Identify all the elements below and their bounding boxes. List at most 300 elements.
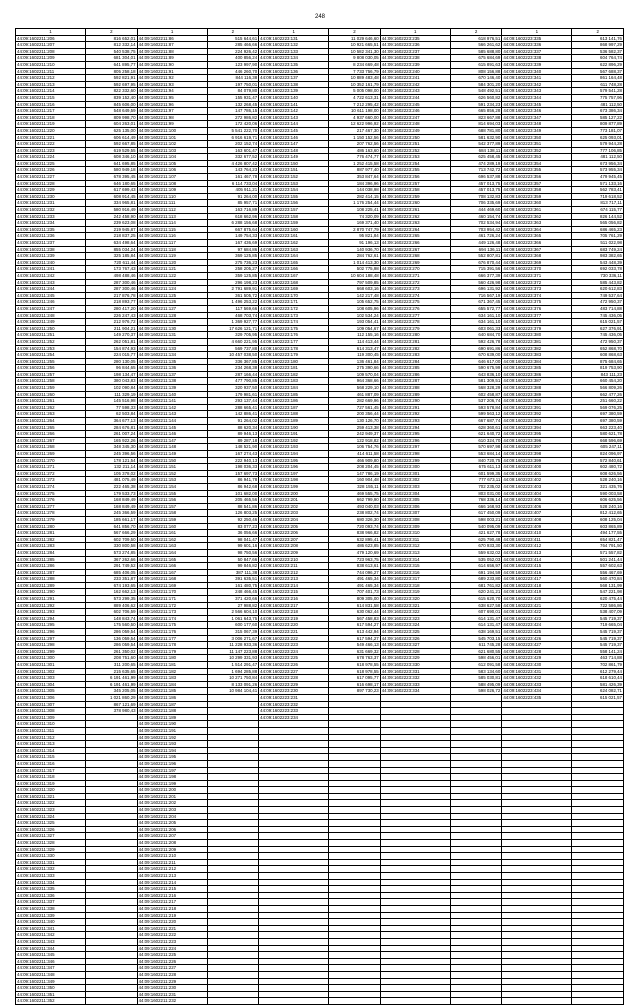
cadastral-value-cell: 457 013,75 [450, 180, 502, 187]
cadastral-number-cell: 44:09:1602211:293 [16, 609, 86, 616]
cadastral-value-cell [207, 892, 259, 899]
cadastral-number-cell: 44:09:1602223:232 [259, 701, 329, 708]
cadastral-value-cell [207, 886, 259, 893]
cadastral-number-cell: 44:09:1602211:217 [16, 108, 86, 115]
cadastral-number-cell: 44:09:1602223:403 [502, 483, 572, 490]
cadastral-number-cell: 44:09:1602211:280 [16, 523, 86, 530]
cadastral-value-cell: 167 436,69 [207, 240, 259, 247]
cadastral-number-cell [502, 905, 572, 912]
cadastral-number-cell: 44:09:1602211:245 [16, 292, 86, 299]
cadastral-value-cell [207, 800, 259, 807]
cadastral-number-cell: 44:09:1602211:255 [16, 358, 86, 365]
cadastral-value-cell: 109 570,04 [329, 371, 381, 378]
cadastral-value-cell: 611 745,28 [450, 642, 502, 649]
cadastral-value-cell: 10 352 161,79 [329, 81, 381, 88]
cadastral-number-cell: 44:09:1602223:328 [380, 648, 450, 655]
cadastral-value-cell: 98 750,56 [207, 549, 259, 556]
cadastral-value-cell: 764 791,50 [572, 543, 624, 550]
table-row [16, 952, 624, 959]
table-row [16, 615, 624, 622]
cadastral-number-cell: 44:09:1602211:256 [16, 365, 86, 372]
table-row [16, 101, 624, 108]
table-row [16, 760, 624, 767]
cadastral-value-cell: 662 799,90 [329, 497, 381, 504]
cadastral-value-cell: 77 598,33 [86, 404, 138, 411]
cadastral-number-cell: 44:09:1602211:285 [16, 556, 86, 563]
table-row [16, 477, 624, 484]
cadastral-value-cell: 179 981,61 [207, 391, 259, 398]
cadastral-value-cell [450, 998, 502, 1005]
cadastral-value-cell: 598 003,21 [450, 516, 502, 523]
cadastral-value-cell: 598 026,72 [450, 688, 502, 695]
table-row [16, 154, 624, 161]
cadastral-number-cell: 44:09:1602223:225 [259, 655, 329, 662]
cadastral-number-cell: 44:09:1602223:357 [502, 180, 572, 187]
cadastral-number-cell: 44:09:1602211:144 [137, 418, 207, 425]
cadastral-value-cell: 608 868,63 [572, 352, 624, 359]
cadastral-value-cell: 284 762,61 [329, 253, 381, 260]
cadastral-number-cell: 44:09:1602211:258 [16, 378, 86, 385]
cadastral-value-cell: 768 336,14 [450, 497, 502, 504]
cadastral-number-cell: 44:09:1602211:281 [16, 530, 86, 537]
cadastral-value-cell [329, 767, 381, 774]
cadastral-value-cell: 809 305,00 [329, 596, 381, 603]
cadastral-value-cell: 592 821,91 [86, 75, 138, 82]
cadastral-value-cell: 380 043,83 [86, 378, 138, 385]
cadastral-number-cell: 44:09:1602211:160 [137, 523, 207, 530]
cadastral-number-cell: 44:09:1602223:406 [502, 503, 572, 510]
cadastral-number-cell: 44:09:1602211:202 [137, 800, 207, 807]
table-row [16, 741, 624, 748]
cadastral-value-cell: 486 623,85 [329, 543, 381, 550]
cadastral-value-cell [450, 905, 502, 912]
cadastral-value-cell [450, 840, 502, 847]
cadastral-number-cell: 44:09:1602211:191 [137, 727, 207, 734]
cadastral-number-cell: 44:09:1602223:147 [259, 141, 329, 148]
cadastral-number-cell: 44:09:1602211:227 [16, 174, 86, 181]
cadastral-value-cell: 111 329,19 [86, 391, 138, 398]
cadastral-number-cell: 44:09:1602223:279 [380, 325, 450, 332]
cadastral-value-cell: 163 601,47 [207, 147, 259, 154]
cadastral-number-cell: 44:09:1602223:270 [380, 266, 450, 273]
cadastral-value-cell: 568 229,10 [329, 385, 381, 392]
cadastral-number-cell: 44:09:1602211:230 [16, 193, 86, 200]
cadastral-number-cell: 44:09:1602211:180 [137, 655, 207, 662]
cadastral-value-cell: 608 346,10 [86, 154, 138, 161]
cadastral-number-cell: 44:09:1602211:279 [16, 516, 86, 523]
cadastral-value-cell: 444 469,60 [450, 207, 502, 214]
cadastral-value-cell [329, 714, 381, 721]
cadastral-number-cell [380, 787, 450, 794]
table-row [16, 991, 624, 998]
cadastral-number-cell: 44:09:1602211:322 [16, 800, 86, 807]
table-row [16, 978, 624, 985]
cadastral-value-cell: 619 529,55 [86, 147, 138, 154]
cadastral-value-cell [86, 714, 138, 721]
cadastral-value-cell: 95 821,84 [329, 233, 381, 240]
cadastral-number-cell [502, 912, 572, 919]
cadastral-value-cell: 588 495,09 [450, 681, 502, 688]
cadastral-number-cell [502, 807, 572, 814]
cadastral-number-cell: 44:09:1602211:213 [16, 81, 86, 88]
table-row [16, 563, 624, 570]
cadastral-value-cell: 590 003,58 [572, 490, 624, 497]
cadastral-value-cell: 421 627,78 [450, 530, 502, 537]
cadastral-value-cell: 96 844,65 [86, 365, 138, 372]
cadastral-value-cell [86, 859, 138, 866]
cadastral-value-cell [329, 754, 381, 761]
cadastral-value-cell [572, 859, 624, 866]
cadastral-value-cell: 197 750,01 [207, 81, 259, 88]
cadastral-number-cell [502, 760, 572, 767]
cadastral-value-cell: 641 695,85 [86, 160, 138, 167]
cadastral-number-cell: 44:09:1602211:107 [137, 174, 207, 181]
cadastral-value-cell: 378 980,43 [86, 708, 138, 715]
cadastral-number-cell: 44:09:1602223:258 [380, 187, 450, 194]
cadastral-number-cell [380, 958, 450, 965]
cadastral-value-cell: 660 454,20 [572, 378, 624, 385]
cadastral-number-cell: 44:09:1602211:271 [16, 464, 86, 471]
cadastral-value-cell: 511 022,98 [572, 240, 624, 247]
cadastral-value-cell: 88 541,86 [207, 503, 259, 510]
cadastral-value-cell: 599 563,12 [450, 411, 502, 418]
cadastral-value-cell [207, 998, 259, 1005]
cadastral-value-cell: 617 450,09 [450, 510, 502, 517]
cadastral-value-cell: 154 874,93 [86, 345, 138, 352]
cadastral-value-cell: 481 112,50 [572, 101, 624, 108]
cadastral-value-cell: 84 079,80 [207, 88, 259, 95]
cadastral-number-cell: 44:09:1602211:321 [16, 793, 86, 800]
cadastral-number-cell [380, 905, 450, 912]
cadastral-number-cell: 44:09:1602223:394 [502, 424, 572, 431]
cadastral-value-cell: 537 206,74 [450, 398, 502, 405]
cadastral-number-cell: 44:09:1602223:327 [380, 642, 450, 649]
cadastral-number-cell: 44:09:1602223:230 [259, 688, 329, 695]
table-row [16, 193, 624, 200]
cadastral-number-cell: 44:09:1602211:132 [137, 338, 207, 345]
cadastral-value-cell: 674 115,77 [572, 207, 624, 214]
table-row [16, 549, 624, 556]
cadastral-number-cell: 44:09:1602223:388 [502, 385, 572, 392]
cadastral-value-cell: 27 988,82 [207, 602, 259, 609]
cadastral-number-cell: 44:09:1602211:143 [137, 411, 207, 418]
cadastral-number-cell: 44:09:1602223:425 [502, 629, 572, 636]
cadastral-value-cell: 668 596,69 [572, 437, 624, 444]
cadastral-number-cell [259, 912, 329, 919]
cadastral-value-cell [572, 721, 624, 728]
cadastral-value-cell [86, 919, 138, 926]
cadastral-number-cell [259, 899, 329, 906]
table-row [16, 134, 624, 141]
cadastral-value-cell: 5 541 222,70 [207, 127, 259, 134]
cadastral-value-cell: 491 465,34 [329, 576, 381, 583]
cadastral-value-cell [329, 952, 381, 959]
cadastral-number-cell: 44:09:1602211:352 [16, 998, 86, 1005]
cadastral-number-cell: 44:09:1602223:198 [259, 477, 329, 484]
cadastral-value-cell: 175 560,50 [86, 622, 138, 629]
cadastral-number-cell: 44:09:1602223:299 [380, 457, 450, 464]
cadastral-number-cell: 44:09:1602223:305 [380, 497, 450, 504]
table-row [16, 985, 624, 992]
table-row [16, 292, 624, 299]
table-row [16, 820, 624, 827]
cadastral-number-cell: 44:09:1602223:419 [502, 589, 572, 596]
cadastral-value-cell [329, 958, 381, 965]
cadastral-number-cell: 44:09:1602211:211 [137, 859, 207, 866]
cadastral-number-cell: 44:09:1602211:233 [16, 213, 86, 220]
cadastral-number-cell: 44:09:1602211:215 [137, 886, 207, 893]
cadastral-number-cell: 44:09:1602223:196 [259, 464, 329, 471]
cadastral-value-cell [450, 813, 502, 820]
table-row [16, 958, 624, 965]
cadastral-value-cell: 130 126,70 [329, 418, 381, 425]
cadastral-value-cell [86, 892, 138, 899]
table-row [16, 431, 624, 438]
cadastral-value-cell: 568 131,99 [572, 582, 624, 589]
cadastral-value-cell: 145 516,98 [86, 398, 138, 405]
cadastral-number-cell [380, 925, 450, 932]
cadastral-value-cell: 565 056,82 [572, 220, 624, 227]
cadastral-number-cell: 44:09:1602223:245 [380, 101, 450, 108]
cadastral-value-cell: 212 976,72 [86, 319, 138, 326]
cadastral-number-cell: 44:09:1602223:164 [259, 253, 329, 260]
cadastral-value-cell: 605 247,11 [572, 444, 624, 451]
cadastral-number-cell: 44:09:1602211:103 [137, 147, 207, 154]
cadastral-value-cell [329, 833, 381, 840]
cadastral-number-cell: 44:09:1602211:339 [16, 912, 86, 919]
cadastral-value-cell: 720 611,44 [86, 259, 138, 266]
cadastral-number-cell: 44:09:1602223:199 [259, 483, 329, 490]
cadastral-value-cell [450, 694, 502, 701]
cadastral-number-cell [380, 721, 450, 728]
cadastral-value-cell: 198 036,33 [207, 464, 259, 471]
cadastral-value-cell: 185 661,17 [86, 516, 138, 523]
cadastral-number-cell: 44:09:1602211:154 [137, 483, 207, 490]
cadastral-value-cell [450, 774, 502, 781]
cadastral-number-cell: 44:09:1602223:396 [502, 437, 572, 444]
cadastral-value-cell: 10 457 038,50 [207, 352, 259, 359]
cadastral-value-cell: 803 031,00 [450, 490, 502, 497]
cadastral-value-cell [207, 958, 259, 965]
cadastral-value-cell [329, 892, 381, 899]
cadastral-value-cell: 868 997,29 [572, 42, 624, 49]
cadastral-value-cell [329, 985, 381, 992]
cadastral-value-cell [572, 734, 624, 741]
cadastral-number-cell [502, 958, 572, 965]
cadastral-number-cell: 44:09:1602211:111 [137, 200, 207, 207]
cadastral-value-cell: 132 268,45 [207, 101, 259, 108]
cadastral-number-cell: 44:09:1602223:186 [259, 398, 329, 405]
cadastral-number-cell: 44:09:1602223:353 [502, 154, 572, 161]
cadastral-number-cell: 44:09:1602211:167 [137, 569, 207, 576]
cadastral-number-cell: 44:09:1602223:155 [259, 193, 329, 200]
table-row [16, 319, 624, 326]
cadastral-value-cell: 654 821,47 [572, 536, 624, 543]
cadastral-number-cell [502, 899, 572, 906]
cadastral-number-cell: 44:09:1602211:340 [16, 919, 86, 926]
cadastral-number-cell: 44:09:1602211:141 [137, 398, 207, 405]
cadastral-value-cell: 634 161,10 [450, 312, 502, 319]
cadastral-value-cell: 10 611 198,00 [329, 108, 381, 115]
cadastral-number-cell: 44:09:1602211:244 [16, 286, 86, 293]
cadastral-number-cell: 44:09:1602211:314 [16, 747, 86, 754]
cadastral-value-cell [329, 853, 381, 860]
cadastral-number-cell: 44:09:1602211:219 [137, 912, 207, 919]
cadastral-number-cell: 44:09:1602211:231 [16, 200, 86, 207]
cadastral-value-cell: 604 263,01 [86, 121, 138, 128]
cadastral-number-cell: 44:09:1602223:408 [502, 516, 572, 523]
cadastral-value-cell [86, 978, 138, 985]
table-row [16, 365, 624, 372]
cadastral-value-cell: 6 916 619,71 [207, 134, 259, 141]
table-row [16, 266, 624, 273]
cadastral-number-cell: 44:09:1602223:427 [502, 642, 572, 649]
cadastral-value-cell: 608 914,45 [86, 193, 138, 200]
cadastral-value-cell: 1 496 253,22 [207, 299, 259, 306]
cadastral-number-cell: 44:09:1602211:161 [137, 530, 207, 537]
cadastral-number-cell: 44:09:1602211:217 [137, 899, 207, 906]
cadastral-number-cell [380, 747, 450, 754]
cadastral-number-cell: 44:09:1602223:324 [380, 622, 450, 629]
cadastral-number-cell: 44:09:1602223:282 [380, 345, 450, 352]
cadastral-number-cell: 44:09:1602223:169 [259, 286, 329, 293]
cadastral-number-cell [259, 938, 329, 945]
cadastral-number-cell [502, 721, 572, 728]
cadastral-number-cell: 44:09:1602223:362 [502, 213, 572, 220]
cadastral-value-cell [86, 820, 138, 827]
cadastral-number-cell: 44:09:1602223:267 [380, 246, 450, 253]
cadastral-value-cell [450, 938, 502, 945]
cadastral-value-cell: 89 287,18 [207, 437, 259, 444]
cadastral-number-cell [259, 754, 329, 761]
cadastral-value-cell [86, 965, 138, 972]
cadastral-value-cell: 614 313,47 [329, 345, 381, 352]
cadastral-value-cell [329, 813, 381, 820]
cadastral-value-cell: 172 420,06 [207, 121, 259, 128]
cadastral-number-cell: 44:09:1602211:276 [16, 497, 86, 504]
cadastral-number-cell: 44:09:1602211:185 [137, 688, 207, 695]
cadastral-value-cell: 477 790,85 [207, 378, 259, 385]
cadastral-number-cell [259, 859, 329, 866]
cadastral-value-cell: 826 144,52 [572, 213, 624, 220]
table-row [16, 510, 624, 517]
cadastral-number-cell [380, 741, 450, 748]
cadastral-value-cell: 631 669,32 [329, 648, 381, 655]
cadastral-number-cell: 44:09:1602211:272 [16, 470, 86, 477]
cadastral-number-cell: 44:09:1602211:229 [16, 187, 86, 194]
cadastral-value-cell [450, 708, 502, 715]
cadastral-value-cell [207, 925, 259, 932]
cadastral-number-cell: 44:09:1602211:140 [137, 391, 207, 398]
cadastral-value-cell [572, 998, 624, 1005]
cadastral-value-cell: 615 021,57 [572, 694, 624, 701]
cadastral-number-cell: 44:09:1602211:341 [16, 925, 86, 932]
cadastral-value-cell: 109 054,67 [329, 325, 381, 332]
cadastral-value-cell [207, 774, 259, 781]
cadastral-number-cell: 44:09:1602223:260 [380, 200, 450, 207]
cadastral-value-cell: 809 998,70 [86, 114, 138, 121]
table-row [16, 141, 624, 148]
cadastral-number-cell: 44:09:1602211:219 [16, 121, 86, 128]
table-row [16, 233, 624, 240]
cadastral-number-cell: 44:09:1602223:231 [259, 694, 329, 701]
cadastral-number-cell: 44:09:1602211:304 [16, 681, 86, 688]
cadastral-value-cell [86, 807, 138, 814]
cadastral-number-cell [380, 727, 450, 734]
table-row [16, 404, 624, 411]
cadastral-value-cell [207, 760, 259, 767]
cadastral-number-cell [502, 701, 572, 708]
cadastral-value-cell: 5 005 098,00 [329, 88, 381, 95]
cadastral-number-cell: 44:09:1602223:194 [259, 451, 329, 458]
table-row [16, 873, 624, 880]
cadastral-value-cell: 964 368,66 [329, 378, 381, 385]
table-row [16, 312, 624, 319]
cadastral-number-cell [259, 998, 329, 1005]
cadastral-number-cell: 44:09:1602211:87 [137, 42, 207, 49]
cadastral-number-cell: 44:09:1602223:319 [380, 589, 450, 596]
cadastral-value-cell [450, 734, 502, 741]
cadastral-number-cell: 44:09:1602211:238 [16, 246, 86, 253]
cadastral-number-cell: 44:09:1602211:90 [137, 61, 207, 68]
table-row [16, 622, 624, 629]
cadastral-number-cell [380, 774, 450, 781]
cadastral-number-cell: 44:09:1602223:316 [380, 569, 450, 576]
cadastral-value-cell: 238 802,74 [329, 510, 381, 517]
cadastral-number-cell [502, 932, 572, 939]
cadastral-number-cell: 44:09:1602223:321 [380, 602, 450, 609]
cadastral-value-cell: 483 714,88 [572, 305, 624, 312]
cadastral-value-cell: 280 130,05 [86, 358, 138, 365]
cadastral-value-cell: 570 697,98 [450, 444, 502, 451]
cadastral-number-cell: 44:09:1602211:126 [137, 299, 207, 306]
cadastral-value-cell [329, 800, 381, 807]
cadastral-value-cell [450, 727, 502, 734]
cadastral-number-cell [259, 978, 329, 985]
cadastral-value-cell [450, 701, 502, 708]
cadastral-number-cell: 44:09:1602211:242 [16, 272, 86, 279]
cadastral-value-cell [207, 919, 259, 926]
cadastral-value-cell: 568 328,29 [450, 385, 502, 392]
cadastral-number-cell: 44:09:1602223:369 [502, 259, 572, 266]
cadastral-value-cell [86, 747, 138, 754]
cadastral-value-cell: 823 667,88 [450, 114, 502, 121]
cadastral-value-cell: 284 676,81 [86, 424, 138, 431]
table-row [16, 859, 624, 866]
cadastral-value-cell: 288 665,41 [207, 404, 259, 411]
cadastral-value-cell [329, 879, 381, 886]
cadastral-value-cell [572, 813, 624, 820]
cadastral-value-cell [86, 734, 138, 741]
cadastral-number-cell: 44:09:1602223:330 [380, 662, 450, 669]
cadastral-number-cell: 44:09:1602211:348 [16, 971, 86, 978]
cadastral-value-cell [86, 721, 138, 728]
cadastral-value-cell: 573 299,35 [86, 596, 138, 603]
cadastral-number-cell [502, 714, 572, 721]
table-row [16, 371, 624, 378]
cadastral-number-cell: 44:09:1602223:189 [259, 418, 329, 425]
cadastral-number-cell [259, 774, 329, 781]
cadastral-value-cell: 391 635,51 [207, 576, 259, 583]
cadastral-value-cell [450, 780, 502, 787]
cadastral-value-cell: 822 332,60 [86, 88, 138, 95]
cadastral-value-cell: 702 235,02 [450, 483, 502, 490]
cadastral-number-cell [380, 800, 450, 807]
cadastral-value-cell [207, 840, 259, 847]
cadastral-number-cell: 44:09:1602211:135 [137, 358, 207, 365]
cadastral-number-cell: 44:09:1602211:316 [16, 760, 86, 767]
cadastral-value-cell: 646 617,00 [450, 358, 502, 365]
